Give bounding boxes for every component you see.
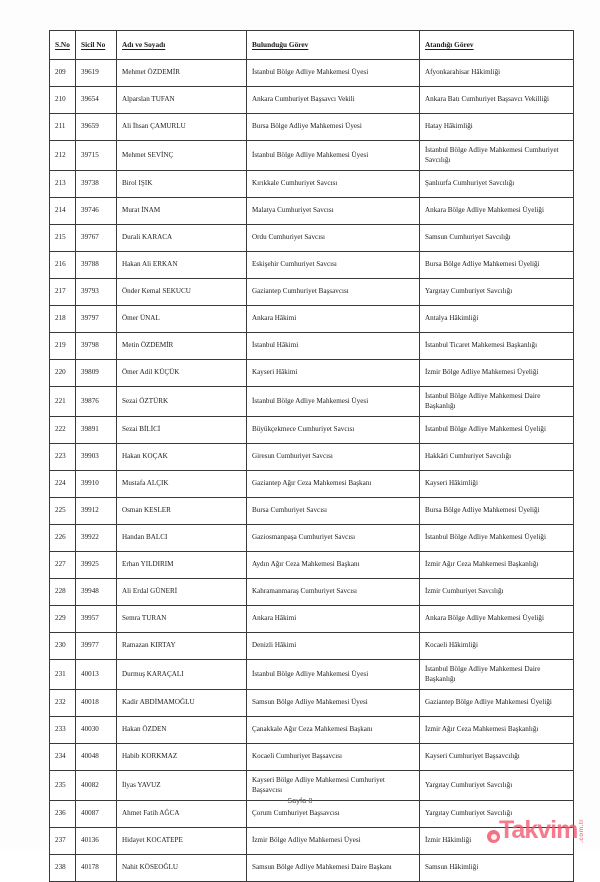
cell-atandi: İstanbul Ticaret Mahkemesi Başkanlığı xyxy=(420,333,574,360)
cell-sicil: 39957 xyxy=(76,606,117,633)
cell-sno: 233 xyxy=(50,717,76,744)
cell-sicil: 39922 xyxy=(76,525,117,552)
table-row xyxy=(50,87,574,114)
table-row xyxy=(50,141,574,171)
cell-sicil: 39654 xyxy=(76,87,117,114)
column-header-bulundu xyxy=(247,31,420,60)
cell-ad: Semra TURAN xyxy=(117,606,247,633)
table-row xyxy=(50,717,574,744)
cell-atandi: Gaziantep Bölge Adliye Mahkemesi Üyeliği xyxy=(420,690,574,717)
cell-sno: 237 xyxy=(50,828,76,855)
cell-ad: Mehmet ÖZDEMİR xyxy=(117,60,247,87)
table-row xyxy=(50,360,574,387)
cell-sicil: 39738 xyxy=(76,171,117,198)
cell-bulundu: Samsun Bölge Adliye Mahkemesi Daire Başkanı xyxy=(247,855,420,882)
cell-atandi: İstanbul Bölge Adliye Mahkemesi Daire Başkanlığı xyxy=(420,387,574,417)
cell-sno: 227 xyxy=(50,552,76,579)
cell-ad: Kadir ABDİMAMOĞLU xyxy=(117,690,247,717)
cell-sno: 214 xyxy=(50,198,76,225)
cell-ad: Sezai BİLİCİ xyxy=(117,417,247,444)
table-row xyxy=(50,279,574,306)
cell-sno: 213 xyxy=(50,171,76,198)
cell-atandi: Hakkâri Cumhuriyet Savcılığı xyxy=(420,444,574,471)
cell-bulundu: Denizli Hâkimi xyxy=(247,633,420,660)
cell-sno: 222 xyxy=(50,417,76,444)
cell-bulundu: Çorum Cumhuriyet Başsavcısı xyxy=(247,801,420,828)
cell-sicil: 40136 xyxy=(76,828,117,855)
cell-bulundu: İzmir Bölge Adliye Mahkemesi Üyesi xyxy=(247,828,420,855)
cell-ad: Mehmet SEVİNÇ xyxy=(117,141,247,171)
cell-atandi: Yargıtay Cumhuriyet Savcılığı xyxy=(420,771,574,801)
page-footer: Sayfa 8 xyxy=(287,798,313,805)
cell-atandi: İzmir Bölge Adliye Mahkemesi Üyeliği xyxy=(420,360,574,387)
cell-ad: Handan BALCI xyxy=(117,525,247,552)
cell-ad: Durmuş KARAÇALI xyxy=(117,660,247,690)
cell-sno: 225 xyxy=(50,498,76,525)
table-row xyxy=(50,552,574,579)
cell-ad: Alparslan TUFAN xyxy=(117,87,247,114)
table-row xyxy=(50,855,574,882)
cell-bulundu: Eskişehir Cumhuriyet Savcısı xyxy=(247,252,420,279)
cell-bulundu: Samsun Bölge Adliye Mahkemesi Üyesi xyxy=(247,690,420,717)
cell-sno: 235 xyxy=(50,771,76,801)
cell-sno: 220 xyxy=(50,360,76,387)
cell-atandi: Ankara Batı Cumhuriyet Başsavcı Vekilliği xyxy=(420,87,574,114)
table-row xyxy=(50,690,574,717)
cell-atandi: Yargıtay Cumhuriyet Savcılığı xyxy=(420,801,574,828)
cell-ad: Ramazan KIRTAY xyxy=(117,633,247,660)
table-row xyxy=(50,471,574,498)
cell-sicil: 39903 xyxy=(76,444,117,471)
cell-atandi: İstanbul Bölge Adliye Mahkemesi Cumhuriyet Savcılığı xyxy=(420,141,574,171)
watermark-brand-initial: T xyxy=(499,816,512,844)
column-header-atandi xyxy=(420,31,574,60)
cell-bulundu: Kayseri Hâkimi xyxy=(247,360,420,387)
table-row xyxy=(50,333,574,360)
cell-bulundu: Bursa Cumhuriyet Savcısı xyxy=(247,498,420,525)
cell-sno: 209 xyxy=(50,60,76,87)
cell-atandi: Kocaeli Hâkimliği xyxy=(420,633,574,660)
cell-sicil: 40013 xyxy=(76,660,117,690)
cell-ad: Habib KORKMAZ xyxy=(117,744,247,771)
cell-sicil: 39659 xyxy=(76,114,117,141)
table-row xyxy=(50,114,574,141)
cell-atandi: Afyonkarahisar Hâkimliği xyxy=(420,60,574,87)
cell-sicil: 39746 xyxy=(76,198,117,225)
cell-ad: Ömer Adil KÜÇÜK xyxy=(117,360,247,387)
cell-bulundu: Gaziantep Cumhuriyet Başsavcısı xyxy=(247,279,420,306)
cell-ad: Ömer ÜNAL xyxy=(117,306,247,333)
table-row xyxy=(50,444,574,471)
cell-bulundu: Kahramanmaraş Cumhuriyet Savcısı xyxy=(247,579,420,606)
watermark-brand-text: akvim xyxy=(511,816,578,844)
cell-ad: Hakan KOÇAK xyxy=(117,444,247,471)
cell-sicil: 39715 xyxy=(76,141,117,171)
cell-bulundu: Ankara Hâkimi xyxy=(247,306,420,333)
column-header-atandi-label: Atandığı Görev xyxy=(425,39,474,49)
table-body xyxy=(50,60,574,882)
cell-bulundu: Gaziantep Ağır Ceza Mahkemesi Başkanı xyxy=(247,471,420,498)
cell-sno: 228 xyxy=(50,579,76,606)
cell-bulundu: Aydın Ağır Ceza Mahkemesi Başkanı xyxy=(247,552,420,579)
cell-sno: 211 xyxy=(50,114,76,141)
cell-sno: 229 xyxy=(50,606,76,633)
cell-atandi: Yargıtay Cumhuriyet Savcılığı xyxy=(420,279,574,306)
cell-ad: Murat İNAM xyxy=(117,198,247,225)
cell-bulundu: İstanbul Bölge Adliye Mahkemesi Üyesi xyxy=(247,387,420,417)
cell-sno: 221 xyxy=(50,387,76,417)
cell-bulundu: Giresun Cumhuriyet Savcısı xyxy=(247,444,420,471)
watermark-brand xyxy=(499,818,577,843)
column-header-sicil xyxy=(76,31,117,60)
table-row xyxy=(50,744,574,771)
cell-ad: Nahit KÖSEOĞLU xyxy=(117,855,247,882)
appointments-table xyxy=(49,30,574,882)
cell-sicil: 40048 xyxy=(76,744,117,771)
cell-atandi: Antalya Hâkimliği xyxy=(420,306,574,333)
cell-sno: 216 xyxy=(50,252,76,279)
cell-bulundu: Ankara Cumhuriyet Başsavcı Vekili xyxy=(247,87,420,114)
table-row xyxy=(50,579,574,606)
table-row xyxy=(50,171,574,198)
cell-bulundu: İstanbul Bölge Adliye Mahkemesi Üyesi xyxy=(247,660,420,690)
cell-sicil: 39948 xyxy=(76,579,117,606)
cell-bulundu: Ordu Cumhuriyet Savcısı xyxy=(247,225,420,252)
cell-sno: 232 xyxy=(50,690,76,717)
cell-ad: Hidayet KOCATEPE xyxy=(117,828,247,855)
table-row xyxy=(50,417,574,444)
cell-ad: Durali KARACA xyxy=(117,225,247,252)
cell-sicil: 39788 xyxy=(76,252,117,279)
cell-ad: Ali Erdal GÜNERİ xyxy=(117,579,247,606)
cell-sicil: 39912 xyxy=(76,498,117,525)
cell-atandi: Ankara Bölge Adliye Mahkemesi Üyeliği xyxy=(420,198,574,225)
table-header-row xyxy=(50,31,574,60)
cell-ad: Hakan ÖZDEN xyxy=(117,717,247,744)
cell-ad: Metin ÖZDEMİR xyxy=(117,333,247,360)
cell-ad: Önder Kemal SEKUCU xyxy=(117,279,247,306)
table-row xyxy=(50,771,574,801)
column-header-sno-label: S.No xyxy=(55,39,70,49)
table-header xyxy=(50,31,574,60)
cell-atandi: Kayseri Hâkimliği xyxy=(420,471,574,498)
cell-ad: Ahmet Fatih AĞCA xyxy=(117,801,247,828)
cell-sicil: 39910 xyxy=(76,471,117,498)
cell-bulundu: Bursa Bölge Adliye Mahkemesi Üyesi xyxy=(247,114,420,141)
cell-sicil: 39876 xyxy=(76,387,117,417)
cell-ad: Hakan Ali ERKAN xyxy=(117,252,247,279)
cell-bulundu: Kırıkkale Cumhuriyet Savcısı xyxy=(247,171,420,198)
cell-sno: 234 xyxy=(50,744,76,771)
cell-bulundu: Kayseri Bölge Adliye Mahkemesi Cumhuriyet Başsavcısı xyxy=(247,771,420,801)
cell-atandi: İzmir Hâkimliği xyxy=(420,828,574,855)
cell-bulundu: İstanbul Bölge Adliye Mahkemesi Üyesi xyxy=(247,141,420,171)
cell-sno: 230 xyxy=(50,633,76,660)
cell-ad: Osman KESLER xyxy=(117,498,247,525)
cell-atandi: Bursa Bölge Adliye Mahkemesi Üyeliği xyxy=(420,252,574,279)
column-header-sno xyxy=(50,31,76,60)
takvim-watermark xyxy=(487,814,595,847)
cell-atandi: Bursa Bölge Adliye Mahkemesi Üyeliği xyxy=(420,498,574,525)
cell-atandi: Kayseri Cumhuriyet Başsavcılığı xyxy=(420,744,574,771)
cell-sicil: 39797 xyxy=(76,306,117,333)
cell-atandi: İstanbul Bölge Adliye Mahkemesi Üyeliği xyxy=(420,417,574,444)
cell-sno: 238 xyxy=(50,855,76,882)
cell-ad: İlyas YAVUZ xyxy=(117,771,247,801)
cell-sno: 236 xyxy=(50,801,76,828)
cell-bulundu: Büyükçekmece Cumhuriyet Savcısı xyxy=(247,417,420,444)
cell-sno: 226 xyxy=(50,525,76,552)
cell-sno: 212 xyxy=(50,141,76,171)
cell-sicil: 39809 xyxy=(76,360,117,387)
table-row xyxy=(50,606,574,633)
cell-sicil: 39925 xyxy=(76,552,117,579)
cell-ad: Erhan YILDIRIM xyxy=(117,552,247,579)
cell-sicil: 39977 xyxy=(76,633,117,660)
table-row xyxy=(50,225,574,252)
table-row xyxy=(50,60,574,87)
cell-sno: 231 xyxy=(50,660,76,690)
cell-sicil: 40178 xyxy=(76,855,117,882)
cell-atandi: İstanbul Bölge Adliye Mahkemesi Üyeliği xyxy=(420,525,574,552)
table-row xyxy=(50,306,574,333)
cell-ad: Ali İhsan ÇAMURLU xyxy=(117,114,247,141)
cell-sicil: 40082 xyxy=(76,771,117,801)
table-row xyxy=(50,387,574,417)
cell-ad: Birol IŞIK xyxy=(117,171,247,198)
cell-sno: 223 xyxy=(50,444,76,471)
column-header-bulundu-label: Bulunduğu Görev xyxy=(252,39,309,49)
cell-bulundu: İstanbul Hâkimi xyxy=(247,333,420,360)
cell-bulundu: Gaziosmanpaşa Cumhuriyet Savcısı xyxy=(247,525,420,552)
cell-sicil: 39619 xyxy=(76,60,117,87)
cell-atandi: Samsun Cumhuriyet Savcılığı xyxy=(420,225,574,252)
cell-bulundu: Malatya Cumhuriyet Savcısı xyxy=(247,198,420,225)
cell-sno: 217 xyxy=(50,279,76,306)
table-row xyxy=(50,525,574,552)
cell-sicil: 40030 xyxy=(76,717,117,744)
cell-bulundu: Ankara Hâkimi xyxy=(247,606,420,633)
cell-sno: 218 xyxy=(50,306,76,333)
cell-atandi: İzmir Cumhuriyet Savcılığı xyxy=(420,579,574,606)
watermark-tld: .com.tr xyxy=(578,818,586,843)
column-header-sicil-label: Sicil No xyxy=(81,39,106,49)
cell-ad: Sezai ÖZTÜRK xyxy=(117,387,247,417)
table-row xyxy=(50,633,574,660)
cell-sicil: 39798 xyxy=(76,333,117,360)
table-row xyxy=(50,252,574,279)
cell-atandi: İstanbul Bölge Adliye Mahkemesi Daire Başkanlığı xyxy=(420,660,574,690)
cell-atandi: Şanlıurfa Cumhuriyet Savcılığı xyxy=(420,171,574,198)
cell-sno: 224 xyxy=(50,471,76,498)
cell-sicil: 39793 xyxy=(76,279,117,306)
cell-atandi: İzmir Ağır Ceza Mahkemesi Başkanlığı xyxy=(420,717,574,744)
cell-sicil: 40087 xyxy=(76,801,117,828)
table-row xyxy=(50,660,574,690)
cell-ad: Mustafa ALÇIK xyxy=(117,471,247,498)
cell-atandi: Ankara Bölge Adliye Mahkemesi Üyeliği xyxy=(420,606,574,633)
cell-sicil: 39767 xyxy=(76,225,117,252)
cell-sno: 210 xyxy=(50,87,76,114)
cell-sicil: 39891 xyxy=(76,417,117,444)
table-row xyxy=(50,498,574,525)
cell-atandi: İzmir Ağır Ceza Mahkemesi Başkanlığı xyxy=(420,552,574,579)
cell-atandi: Hatay Hâkimliği xyxy=(420,114,574,141)
cell-sno: 219 xyxy=(50,333,76,360)
cell-bulundu: Kocaeli Cumhuriyet Başsavcısı xyxy=(247,744,420,771)
table-row xyxy=(50,198,574,225)
column-header-ad xyxy=(117,31,247,60)
cell-atandi: Samsun Hâkimliği xyxy=(420,855,574,882)
cell-bulundu: Çanakkale Ağır Ceza Mahkemesi Başkanı xyxy=(247,717,420,744)
column-header-ad-label: Adı ve Soyadı xyxy=(122,39,166,49)
cell-sno: 215 xyxy=(50,225,76,252)
cell-sicil: 40018 xyxy=(76,690,117,717)
cell-bulundu: İstanbul Bölge Adliye Mahkemesi Üyesi xyxy=(247,60,420,87)
